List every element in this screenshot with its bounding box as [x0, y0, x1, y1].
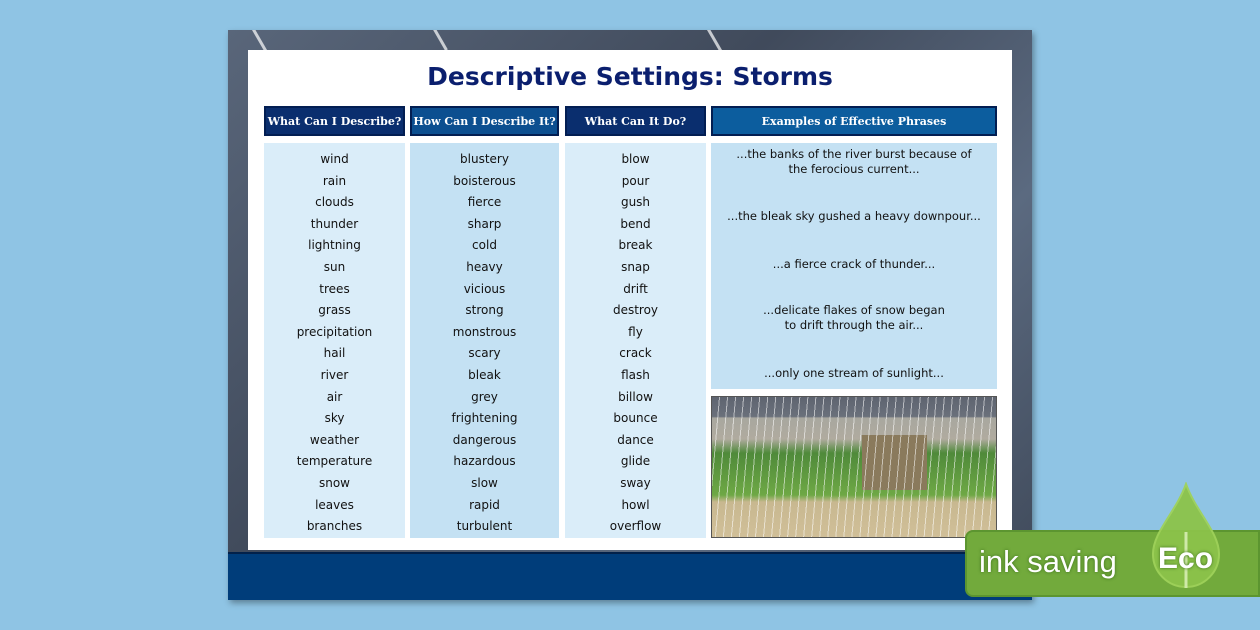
noun-item: lightning [308, 238, 361, 253]
verb-item: destroy [612, 303, 659, 318]
verb-item: gush [620, 195, 651, 210]
column-adjectives [410, 143, 559, 538]
adjective-item: monstrous [452, 324, 517, 339]
verb-item: blow [621, 152, 650, 166]
phrase: ...delicate flakes of snow began to drift through the air... [763, 303, 945, 332]
header-phrases: Examples of Effective Phrases [711, 106, 997, 136]
noun-item: snow [318, 475, 350, 490]
noun-item: branches [306, 519, 363, 534]
adjective-item: rapid [469, 497, 500, 512]
adjective-item: vicious [463, 281, 506, 296]
verb-item: howl [621, 497, 650, 512]
verb-item: snap [621, 259, 650, 274]
verb-item: sway [620, 475, 651, 490]
eco-label: Eco [1158, 542, 1214, 575]
verb-item: bounce [613, 411, 658, 426]
verb-item: bend [620, 216, 651, 231]
noun-item: wind [320, 152, 349, 166]
adjective-item: dangerous [452, 432, 517, 447]
adjective-item: heavy [466, 259, 503, 274]
noun-item: rain [322, 173, 347, 188]
adjective-item: scary [468, 346, 501, 361]
storm-illustration [711, 396, 997, 538]
noun-item: thunder [310, 216, 359, 231]
column-nouns [264, 143, 405, 538]
verb-item: pour [621, 173, 650, 188]
adjective-item: frightening [451, 411, 518, 426]
noun-item: trees [319, 281, 350, 296]
footer-band [228, 552, 1032, 600]
noun-item: grass [318, 303, 351, 318]
noun-item: hail [323, 346, 346, 361]
noun-item: clouds [315, 195, 354, 210]
header-what-describe: What Can I Describe? [264, 106, 405, 136]
adjective-item: bleak [468, 367, 501, 382]
ink-saving-label: ink saving [979, 544, 1117, 579]
verb-item: break [618, 238, 653, 253]
adjective-item: cold [472, 238, 497, 253]
adjective-item: grey [471, 389, 498, 404]
adjective-item: fierce [467, 195, 502, 210]
adjective-item: boisterous [453, 173, 516, 188]
worksheet-preview [228, 30, 1032, 600]
phrase: ...only one stream of sunlight... [764, 366, 944, 380]
adjective-item: hazardous [453, 454, 516, 469]
header-how-describe: How Can I Describe It? [410, 106, 559, 136]
noun-item: precipitation [296, 324, 373, 339]
worksheet-panel [248, 50, 1012, 550]
verb-item: fly [628, 324, 643, 339]
column-verbs [565, 143, 706, 538]
phrase: ...the banks of the river burst because of the ferocious current... [736, 147, 972, 176]
verb-item: overflow [609, 519, 662, 534]
adjective-item: turbulent [456, 519, 513, 534]
phrase: ...the bleak sky gushed a heavy downpour... [727, 209, 981, 223]
page-title: Descriptive Settings: Storms [427, 62, 833, 91]
verb-item: dance [617, 432, 654, 447]
adjective-item: blustery [460, 152, 509, 166]
verb-item: crack [619, 346, 652, 361]
verb-item: drift [623, 281, 648, 296]
noun-item: temperature [296, 454, 373, 469]
verb-item: glide [620, 454, 651, 469]
adjective-item: sharp [467, 216, 502, 231]
header-what-do: What Can It Do? [565, 106, 706, 136]
noun-item: weather [309, 432, 360, 447]
adjective-item: slow [471, 475, 498, 490]
phrases-box [711, 143, 997, 389]
noun-item: leaves [315, 497, 354, 512]
noun-item: air [326, 389, 343, 404]
phrase: ...a fierce crack of thunder... [772, 257, 936, 271]
adjective-item: strong [465, 303, 504, 318]
noun-item: river [320, 367, 349, 382]
noun-item: sky [324, 411, 345, 426]
verb-item: flash [621, 367, 650, 382]
verb-item: billow [618, 389, 653, 404]
noun-item: sun [323, 259, 346, 274]
